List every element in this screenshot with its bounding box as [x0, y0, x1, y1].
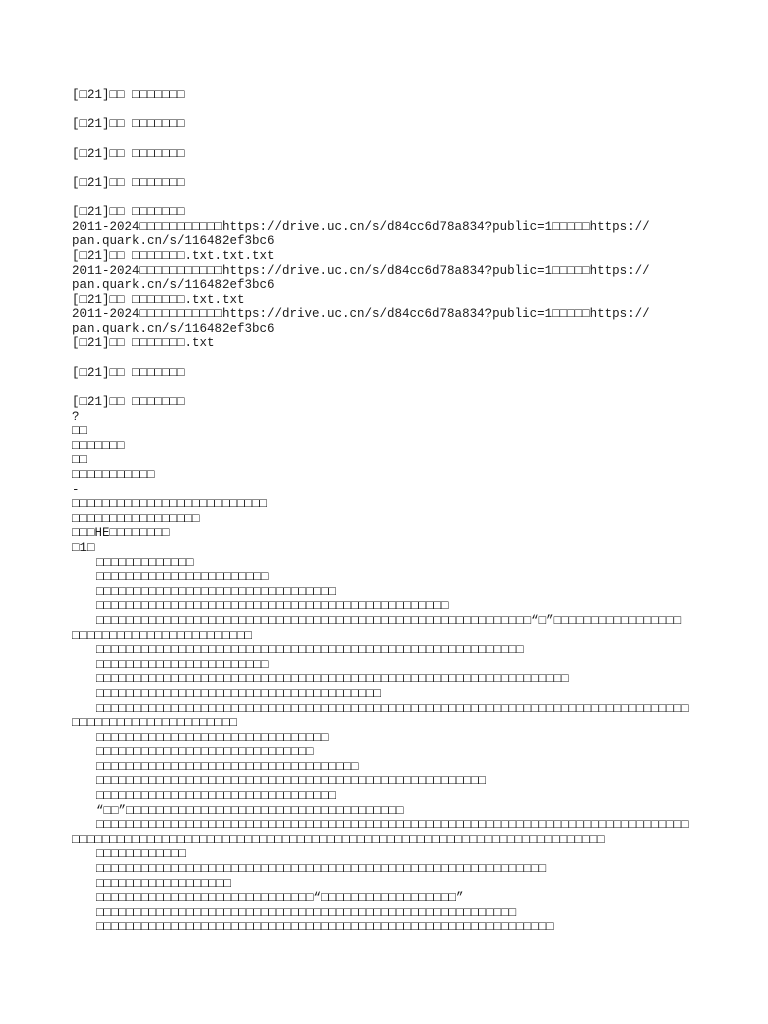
- text-line: pan.quark.cn/s/116482ef3bc6: [72, 321, 275, 336]
- paragraph-first-line: □□□□□□□□□□□□□□□□□□□□□□□□□□□□□□□□: [96, 789, 337, 804]
- paragraph-first-line: □□□□□□□□□□□□□□□□□□□□□□□□□□□□□□□□□□□: [96, 759, 359, 774]
- paragraph-first-line: □□□□□□□□□□□□□□□□□□□□□□□□□□□□□□□□□□□□□□□□□□□□□□□□□□□□□□□□□: [96, 643, 524, 658]
- blank-line: [72, 132, 702, 147]
- paragraph-first-line: □□□□□□□□□□□□□□□□□□□□□□□□□□□□□□□: [96, 730, 329, 745]
- paragraph: [72, 643, 702, 658]
- paragraph-first-line: □□□□□□□□□□□□□□□□□□□□□□□□□□□□□“□□□□□□□□□□□□□□□□□□”: [96, 891, 464, 906]
- paragraph-first-line: □□□□□□□□□□□□□□□□□□□□□□□□□□□□□□□□□□□□□□□□□□□□□□□□□□□□: [96, 774, 487, 789]
- document-paragraphs: [72, 556, 702, 935]
- paragraph: [72, 862, 702, 877]
- text-line: [□21]□□ □□□□□□□: [72, 117, 185, 132]
- paragraph: [72, 570, 702, 585]
- paragraph-first-line: □□□□□□□□□□□□□□□□□□□□□□□□□□□□□□□□□□□□□□□□□□□□□□□□□□□□□□□□□□□□□□□□□□□□□□□□□□□□□□□: [96, 701, 689, 716]
- text-line: □□□□□□□□□□□□□□□□□□□□□□□□□□: [72, 497, 268, 512]
- paragraph: [72, 818, 702, 847]
- paragraph: [72, 847, 702, 862]
- paragraph-first-line: □□□□□□□□□□□□□□□□□□□□□□□□□□□□□□□□□□□□□□□□□□□□□□□□□□□□□□□□□□□□□□□□□□□□□□□□□□□□□□□: [96, 818, 689, 833]
- paragraph: [72, 920, 702, 935]
- text-line: □□□□□□□: [72, 438, 125, 453]
- text-line: [□21]□□ □□□□□□□: [72, 395, 185, 410]
- paragraph: [72, 877, 702, 892]
- document-lines: [72, 88, 702, 556]
- paragraph: [72, 789, 702, 804]
- paragraph: [72, 891, 702, 906]
- text-line: pan.quark.cn/s/116482ef3bc6: [72, 234, 275, 249]
- paragraph-first-line: □□□□□□□□□□□□□□□□□□□□□□□□□□□□□□□□□□□□□□: [96, 686, 382, 701]
- paragraph: [72, 614, 702, 643]
- text-line: □□: [72, 424, 88, 439]
- paragraph-first-line: □□□□□□□□□□□□□□□□□□□□□□□□□□□□□□□□□□□□□□□□□□□□□□□□□□□□□□□□□□“□”□□□□□□□□□□□□□□□□□: [96, 613, 682, 628]
- text-line: [□21]□□ □□□□□□□: [72, 365, 185, 380]
- blank-line: [72, 380, 702, 395]
- paragraph: [72, 658, 702, 673]
- paragraph: [72, 760, 702, 775]
- blank-line: [72, 190, 702, 205]
- text-line: □□□HE□□□□□□□□: [72, 526, 170, 541]
- text-line: 2011-2024□□□□□□□□□□□https://drive.uc.cn/s/d84cc6d78a834?public=1□□□□□https://: [72, 307, 650, 322]
- text-line: [□21]□□ □□□□□□□: [72, 146, 185, 161]
- blank-line: [72, 161, 702, 176]
- paragraph-first-line: □□□□□□□□□□□□□□□□□□□□□□□□□□□□□□□□: [96, 584, 337, 599]
- paragraph-first-line: □□□□□□□□□□□□□□□□□□: [96, 876, 232, 891]
- text-line: 2011-2024□□□□□□□□□□□https://drive.uc.cn/s/d84cc6d78a834?public=1□□□□□https://: [72, 263, 650, 278]
- text-line: □□: [72, 453, 88, 468]
- paragraph: [72, 599, 702, 614]
- paragraph: [72, 556, 702, 571]
- paragraph-first-line: □□□□□□□□□□□□□□□□□□□□□□□□□□□□□□□□□□□□□□□□□□□□□□□□□□□□□□□□: [96, 905, 517, 920]
- text-line: □□□□□□□□□□□□□□□□□: [72, 511, 200, 526]
- paragraph-first-line: □□□□□□□□□□□□□□□□□□□□□□□: [96, 657, 269, 672]
- paragraph: [72, 774, 702, 789]
- paragraph-first-line: □□□□□□□□□□□□□: [96, 555, 194, 570]
- text-line: -: [72, 482, 80, 497]
- paragraph: [72, 745, 702, 760]
- paragraph: [72, 687, 702, 702]
- blank-line: [72, 351, 702, 366]
- paragraph: [72, 672, 702, 687]
- paragraph-first-line: □□□□□□□□□□□□□□□□□□□□□□□: [96, 570, 269, 585]
- paragraph: [72, 702, 702, 731]
- paragraph-first-line: □□□□□□□□□□□□□□□□□□□□□□□□□□□□□□□□□□□□□□□□□□□□□□□: [96, 599, 449, 614]
- paragraph-continuation-line: □□□□□□□□□□□□□□□□□□□□□□: [72, 716, 238, 731]
- text-line: pan.quark.cn/s/116482ef3bc6: [72, 278, 275, 293]
- paragraph-continuation-line: □□□□□□□□□□□□□□□□□□□□□□□□□□□□□□□□□□□□□□□□□□□□□□□□□□□□□□□□□□□□□□□□□□□□□□□: [72, 832, 605, 847]
- blank-line: [72, 103, 702, 118]
- document-body: [72, 88, 702, 935]
- text-line: 2011-2024□□□□□□□□□□□https://drive.uc.cn/s/d84cc6d78a834?public=1□□□□□https://: [72, 219, 650, 234]
- paragraph: [72, 731, 702, 746]
- paragraph: [72, 804, 702, 819]
- paragraph-first-line: “□□”□□□□□□□□□□□□□□□□□□□□□□□□□□□□□□□□□□□□□: [96, 803, 404, 818]
- text-line: □□□□□□□□□□□: [72, 468, 155, 482]
- text-line: [□21]□□ □□□□□□□.txt: [72, 336, 215, 351]
- paragraph-first-line: □□□□□□□□□□□□: [96, 847, 187, 862]
- paragraph-first-line: □□□□□□□□□□□□□□□□□□□□□□□□□□□□□□□□□□□□□□□□□□□□□□□□□□□□□□□□□□□□: [96, 862, 547, 877]
- text-line: [□21]□□ □□□□□□□: [72, 88, 185, 102]
- text-line: [□21]□□ □□□□□□□.txt.txt.txt: [72, 248, 275, 263]
- paragraph-first-line: □□□□□□□□□□□□□□□□□□□□□□□□□□□□□□□□□□□□□□□□□□□□□□□□□□□□□□□□□□□□□: [96, 920, 554, 935]
- paragraph: [72, 585, 702, 600]
- paragraph-first-line: □□□□□□□□□□□□□□□□□□□□□□□□□□□□□: [96, 745, 314, 760]
- text-line: □1□: [72, 540, 95, 555]
- text-line: [□21]□□ □□□□□□□: [72, 175, 185, 190]
- text-line: ?: [72, 409, 80, 424]
- text-line: [□21]□□ □□□□□□□: [72, 205, 185, 220]
- paragraph: [72, 906, 702, 921]
- paragraph-first-line: □□□□□□□□□□□□□□□□□□□□□□□□□□□□□□□□□□□□□□□□□□□□□□□□□□□□□□□□□□□□□□□: [96, 672, 569, 687]
- text-line: [□21]□□ □□□□□□□.txt.txt: [72, 292, 245, 307]
- paragraph-continuation-line: □□□□□□□□□□□□□□□□□□□□□□□□: [72, 628, 253, 643]
